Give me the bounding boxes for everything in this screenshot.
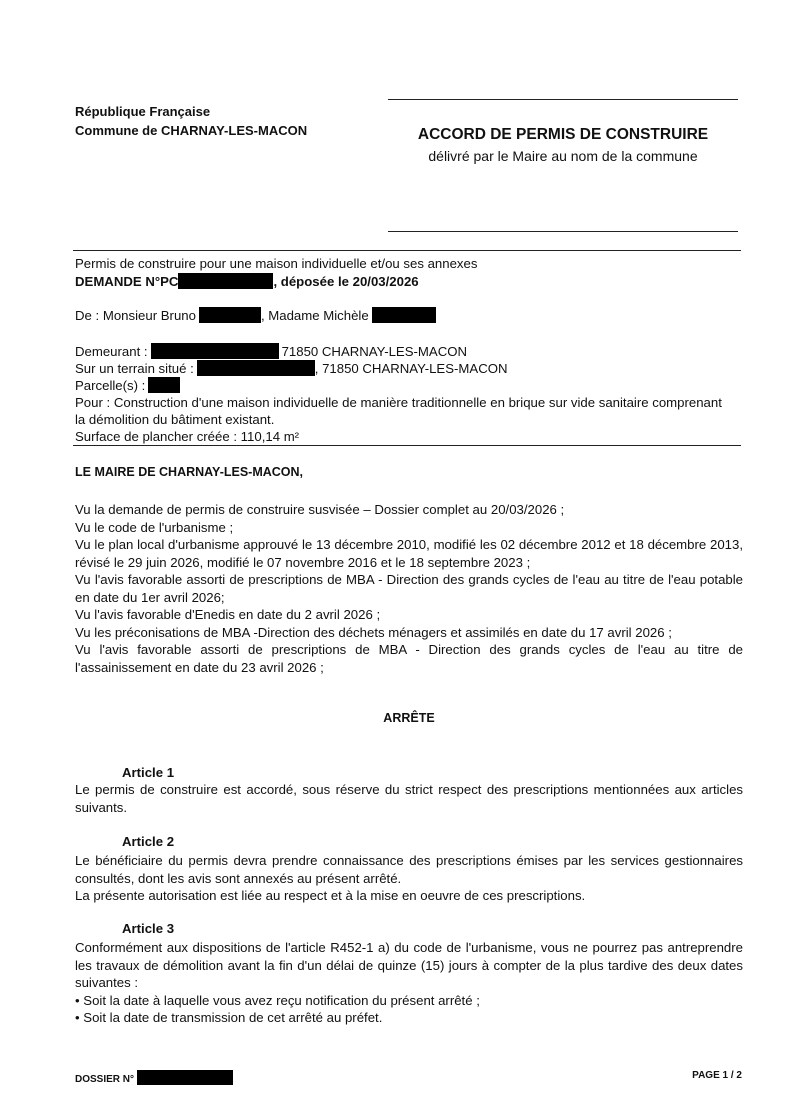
redaction-applicant-1 [199, 307, 261, 323]
request-top-rule [73, 250, 741, 251]
article-2-body [75, 852, 743, 905]
demande-suffix: , déposée le 20/03/2026 [273, 274, 419, 289]
maire-heading: LE MAIRE DE CHARNAY-LES-MACON, [75, 465, 304, 479]
visa-item: Vu le code de l'urbanisme ; [75, 519, 234, 535]
republic-heading: République Française [75, 104, 211, 119]
demeurant-line [75, 343, 467, 361]
demeurant-city: 71850 CHARNAY-LES-MACON [281, 344, 467, 359]
applicant-2: , Madame Michèle [260, 308, 369, 323]
terrain-line [75, 360, 508, 378]
top-rule [388, 99, 738, 100]
article-paragraph: La présente autorisation est liée au respect et à la mise en oeuvre de ces prescriptions. [75, 888, 586, 903]
article-paragraph: Conformément aux dispositions de l'article R452-1 a) du code de l'urbanisme, vous ne pourrez pas antreprendre les travaux de démolition avant la fin d'un délai de quinze (15) jours à compter de la plus tardive des deux dates suivantes : [75, 940, 743, 990]
parcelle-line [75, 377, 180, 395]
demeurant-label: Demeurant : [75, 344, 148, 359]
article-3-body [75, 939, 743, 1027]
redaction-demande-number [178, 273, 273, 289]
pour-line-1: Pour : Construction d'une maison individuelle de manière traditionnelle en brique sur vide sanitaire comprenant [75, 395, 722, 410]
dossier-label: DOSSIER N° [75, 1074, 135, 1085]
visa-item: Vu la demande de permis de construire susvisée – Dossier complet au 20/03/2026 ; [75, 502, 565, 517]
visa-item: Vu les préconisations de MBA -Direction des déchets ménagers et assimilés en date du 17 avril 2026 ; [75, 624, 672, 640]
visa-list [75, 501, 743, 676]
visa-item: Vu l'avis favorable d'Enedis en date du 2 avril 2026 ; [75, 607, 381, 622]
visa-item: Vu l'avis favorable assorti de prescriptions de MBA - Direction des grands cycles de l'eau au titre de l'eau potable en date du 1er avril 2026; [75, 572, 743, 605]
article-bullet: • Soit la date à laquelle vous avez reçu notification du présent arrêté ; [75, 992, 480, 1008]
visa-item: Vu l'avis favorable assorti de prescriptions de MBA - Direction des grands cycles de l'eau au titre de l'assainissement en date du 23 avril 2026 ; [75, 642, 743, 675]
request-bottom-rule [73, 445, 741, 446]
article-paragraph: Le permis de construire est accordé, sous réserve du strict respect des prescriptions mentionnées aux articles suivants. [75, 782, 743, 815]
article-bullet: • Soit la date de transmission de cet arrêté au préfet. [75, 1010, 383, 1025]
document-title: ACCORD DE PERMIS DE CONSTRUIRE [417, 126, 709, 143]
pour-line-2: la démolition du bâtiment existant. [75, 412, 275, 427]
demande-prefix: DEMANDE N°PC [75, 274, 179, 289]
redaction-address [151, 343, 279, 359]
permit-type-line: Permis de construire pour une maison individuelle et/ou ses annexes [75, 256, 478, 271]
article-1-body [75, 781, 743, 816]
terrain-label: Sur un terrain situé : [75, 361, 194, 376]
commune-heading: Commune de CHARNAY-LES-MACON [75, 123, 308, 138]
document-subtitle: délivré par le Maire au nom de la commune [428, 148, 698, 164]
article-2-title: Article 2 [122, 834, 175, 849]
surface-line: Surface de plancher créée : 110,14 m² [75, 429, 300, 444]
visa-item: Vu le plan local d'urbanisme approuvé le 13 décembre 2010, modifié les 02 décembre 2012 et 18 décembre 2013, révisé le 29 juin 2026, modifié le 07 novembre 2016 et le 18 septembre 2023 ; [75, 537, 743, 570]
redaction-parcelle [148, 377, 180, 393]
article-paragraph: Le bénéficiaire du permis devra prendre connaissance des prescriptions émises par les services gestionnaires consultés, dont les avis sont annexés au présent arrêté. [75, 853, 743, 886]
arrete-heading: ARRÊTE [383, 711, 435, 725]
redaction-applicant-2 [372, 307, 436, 323]
page-number: PAGE 1 / 2 [692, 1070, 742, 1081]
footer-dossier [75, 1070, 233, 1085]
redaction-terrain [197, 360, 315, 376]
article-3-title: Article 3 [122, 921, 175, 936]
terrain-city: , 71850 CHARNAY-LES-MACON [314, 361, 508, 376]
applicant-1: De : Monsieur Bruno [75, 308, 196, 323]
redaction-dossier-number [137, 1070, 233, 1085]
article-1-title: Article 1 [122, 765, 175, 780]
demande-line [75, 273, 419, 291]
parcelle-label: Parcelle(s) : [75, 378, 146, 393]
applicant-line [75, 307, 436, 325]
title-bottom-rule [388, 231, 738, 232]
